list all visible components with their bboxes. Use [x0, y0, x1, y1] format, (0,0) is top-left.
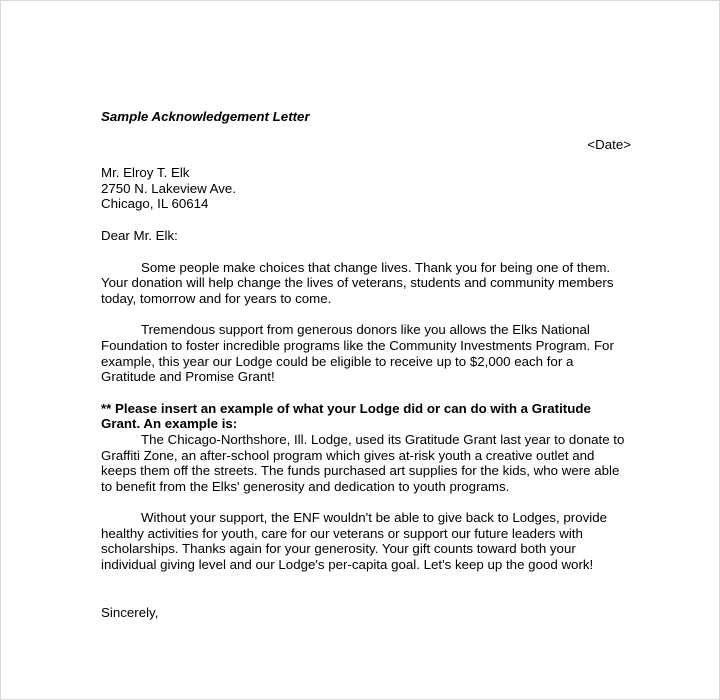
letter-greeting: Dear Mr. Elk: — [101, 227, 178, 243]
recipient-name: Mr. Elroy T. Elk — [101, 165, 190, 181]
letter-closing: Sincerely, — [101, 604, 159, 620]
paragraph-1: Some people make choices that change lives. Thank you for being one of them. Your donation will help change the lives of veterans, students and community members today, tomorrow and for years to come. — [101, 259, 614, 306]
example-paragraph: The Chicago-Northshore, Ill. Lodge, used its Gratitude Grant last year to donate to Graffiti Zone, an after-school program which gives at-risk youth a creative outlet and keeps them off the streets. The funds purchased art supplies for the kids, who were able to benefit from the Elks' generosity and dedication to youth programs. — [101, 431, 625, 494]
instruction-note: ** Please insert an example of what your Lodge did or can do with a Gratitude Grant. An example is: — [101, 400, 591, 432]
letter-title: Sample Acknowledgement Letter — [101, 109, 310, 124]
recipient-address — [101, 165, 631, 212]
letter-body — [101, 109, 631, 620]
paragraph-2: Tremendous support from generous donors like you allows the Elks National Foundation to foster incredible programs like the Community Investments Program. For example, this year our Lodge could be eligible to receive up to $2,000 each for a Gratitude and Promise Grant! — [101, 322, 614, 385]
recipient-city: Chicago, IL 60614 — [101, 196, 209, 212]
paragraph-3: Without your support, the ENF wouldn't be able to give back to Lodges, provide healthy activities for youth, care for our veterans or support our future leaders with scholarships. Thanks again for your generosity. Your gift counts toward both your individual giving level and our Lodge's per-capita goal. Let's keep up the good work! — [101, 510, 607, 573]
letter-date: <Date> — [587, 136, 631, 152]
recipient-street: 2750 N. Lakeview Ave. — [101, 180, 237, 196]
